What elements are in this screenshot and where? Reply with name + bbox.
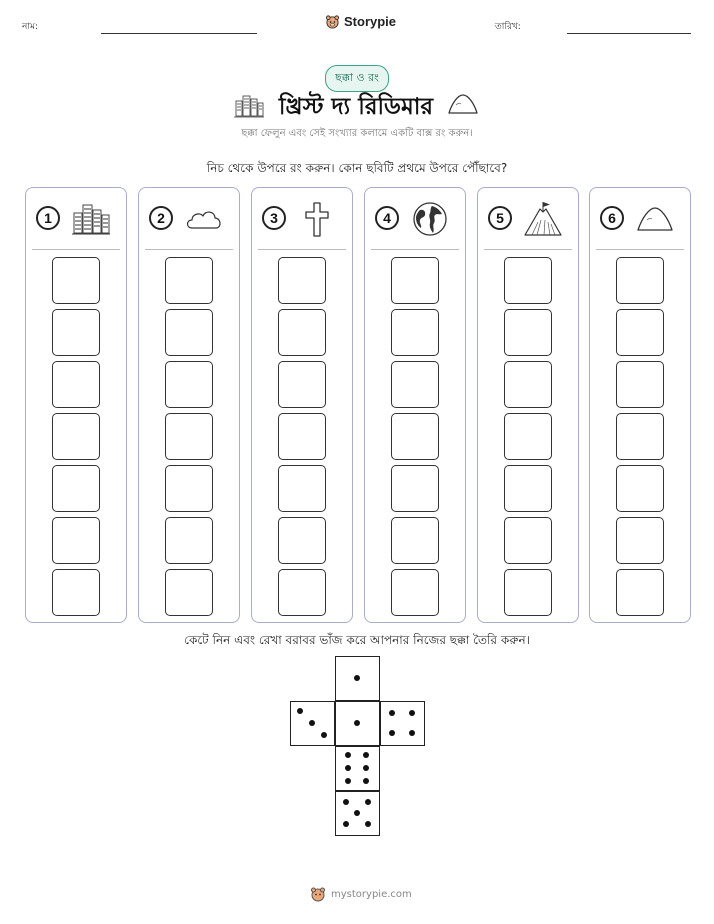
activity-badge: ছক্কা ও রং — [325, 65, 389, 92]
color-box[interactable] — [278, 361, 326, 408]
die-pip — [309, 720, 315, 726]
color-box[interactable] — [52, 257, 100, 304]
die-pip — [363, 752, 369, 758]
column-2 — [138, 187, 240, 623]
color-box[interactable] — [52, 413, 100, 460]
die-pip — [409, 730, 415, 736]
color-box[interactable] — [52, 361, 100, 408]
color-box[interactable] — [391, 361, 439, 408]
color-box[interactable] — [391, 465, 439, 512]
name-label: নাম: — [22, 22, 39, 32]
die-pip — [345, 752, 351, 758]
globe-icon — [409, 200, 451, 238]
column-divider — [484, 249, 572, 250]
column-number: 5 — [488, 206, 512, 230]
color-box[interactable] — [165, 257, 213, 304]
column-5 — [477, 187, 579, 623]
die-face-1 — [335, 656, 380, 701]
die-pip — [354, 720, 360, 726]
cloud-icon — [183, 200, 225, 238]
color-box[interactable] — [504, 465, 552, 512]
color-box[interactable] — [165, 517, 213, 564]
footer-url[interactable]: mystorypie.com — [331, 888, 412, 900]
color-box[interactable] — [504, 309, 552, 356]
color-box[interactable] — [278, 517, 326, 564]
brand-name: Storypie — [344, 14, 397, 29]
die-pip — [363, 778, 369, 784]
die-face-1 — [335, 701, 380, 746]
color-box[interactable] — [278, 413, 326, 460]
footer — [310, 886, 412, 902]
date-line[interactable] — [567, 33, 691, 34]
column-number: 6 — [600, 206, 624, 230]
city-icon — [233, 92, 265, 120]
die-pip — [354, 810, 360, 816]
column-6 — [589, 187, 691, 623]
die-pip — [389, 730, 395, 736]
color-box[interactable] — [504, 517, 552, 564]
color-box[interactable] — [616, 517, 664, 564]
storypie-mascot-icon — [310, 886, 326, 902]
game-instruction: নিচ থেকে উপরে রং করুন। কোন ছবিটি প্রথমে উপরে পৌঁছাবে? — [206, 161, 508, 175]
column-divider — [258, 249, 346, 250]
color-box[interactable] — [165, 569, 213, 616]
die-pip — [363, 765, 369, 771]
color-box[interactable] — [278, 257, 326, 304]
die-instruction: কেটে নিন এবং রেখা বরাবর ভাঁজ করে আপনার নিজের ছক্কা তৈরি করুন। — [184, 633, 530, 647]
column-number: 3 — [262, 206, 286, 230]
column-1 — [25, 187, 127, 623]
mountain-flag-icon — [522, 200, 564, 238]
color-box[interactable] — [165, 361, 213, 408]
color-box[interactable] — [616, 569, 664, 616]
die-pip — [343, 799, 349, 805]
die-pip — [343, 821, 349, 827]
color-box[interactable] — [504, 257, 552, 304]
color-box[interactable] — [165, 413, 213, 460]
die-pip — [345, 778, 351, 784]
column-divider — [371, 249, 459, 250]
color-box[interactable] — [52, 309, 100, 356]
column-number: 2 — [149, 206, 173, 230]
color-box[interactable] — [165, 309, 213, 356]
column-divider — [596, 249, 684, 250]
cross-icon — [296, 200, 338, 238]
brand-logo — [325, 14, 396, 29]
date-label: তারিখ: — [495, 22, 521, 32]
die-face-5 — [335, 791, 380, 836]
color-box[interactable] — [616, 309, 664, 356]
column-divider — [32, 249, 120, 250]
die-pip — [365, 821, 371, 827]
die-pip — [345, 765, 351, 771]
name-line[interactable] — [101, 33, 257, 34]
color-box[interactable] — [278, 465, 326, 512]
column-3 — [251, 187, 353, 623]
color-box[interactable] — [52, 465, 100, 512]
die-pip — [389, 710, 395, 716]
column-number: 1 — [36, 206, 60, 230]
city-icon — [70, 200, 112, 238]
color-box[interactable] — [391, 413, 439, 460]
die-pip — [354, 675, 360, 681]
die-pip — [297, 708, 303, 714]
column-number: 4 — [375, 206, 399, 230]
color-box[interactable] — [504, 569, 552, 616]
worksheet-subtitle: ছক্কা ফেলুন এবং সেই সংখ্যার কলামে একটি বাক্স রং করুন। — [241, 128, 473, 139]
color-box[interactable] — [504, 361, 552, 408]
color-box[interactable] — [165, 465, 213, 512]
die-face-6 — [335, 746, 380, 791]
die-pip — [365, 799, 371, 805]
color-box[interactable] — [391, 309, 439, 356]
color-box[interactable] — [391, 569, 439, 616]
die-pip — [321, 732, 327, 738]
color-box[interactable] — [52, 517, 100, 564]
color-box[interactable] — [616, 465, 664, 512]
die-face-4 — [380, 701, 425, 746]
color-box[interactable] — [391, 257, 439, 304]
storypie-mascot-icon — [325, 14, 340, 29]
color-box[interactable] — [278, 569, 326, 616]
color-box[interactable] — [616, 361, 664, 408]
color-box[interactable] — [278, 309, 326, 356]
color-box[interactable] — [391, 517, 439, 564]
worksheet-title: খ্রিস্ট দ্য রিডিমার — [278, 94, 434, 120]
color-box[interactable] — [616, 257, 664, 304]
hill-icon — [634, 200, 676, 238]
die-face-3 — [290, 701, 335, 746]
color-box[interactable] — [616, 413, 664, 460]
column-4 — [364, 187, 466, 623]
hill-icon — [446, 91, 480, 117]
color-box[interactable] — [52, 569, 100, 616]
color-box[interactable] — [504, 413, 552, 460]
die-pip — [409, 710, 415, 716]
column-divider — [145, 249, 233, 250]
